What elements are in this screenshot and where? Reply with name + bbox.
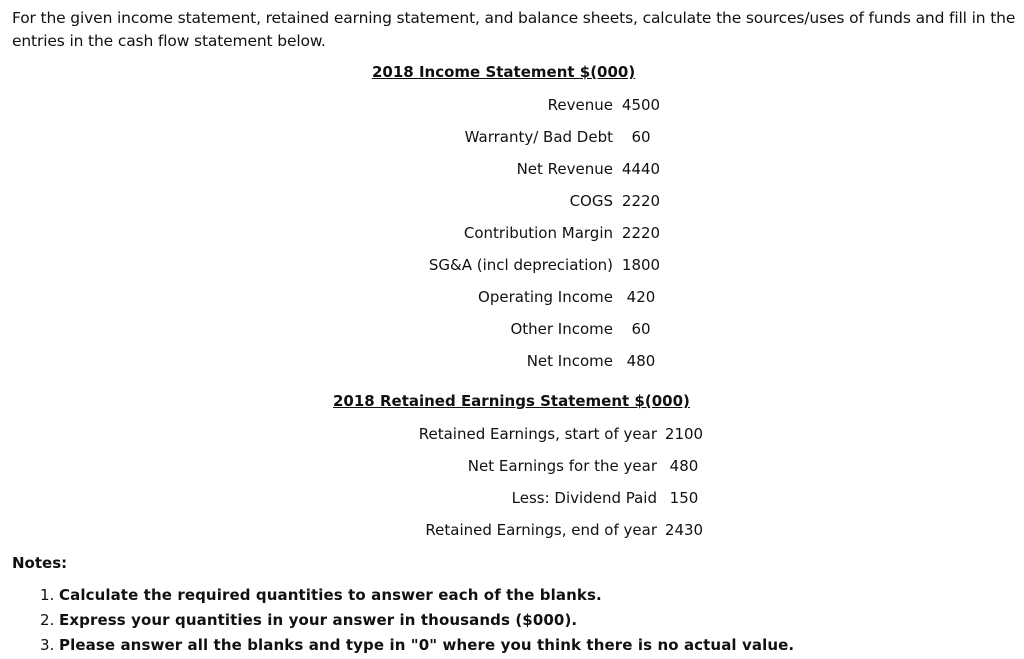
income-row-value: 2220: [621, 192, 661, 210]
income-row-value: 1800: [621, 256, 661, 274]
income-row-value: 2220: [621, 224, 661, 242]
note-text: Calculate the required quantities to answer each of the blanks.: [59, 586, 602, 604]
re-row-value: 150: [669, 489, 699, 507]
notes-heading: Notes:: [12, 554, 68, 572]
income-row-label: Revenue: [547, 96, 613, 114]
income-statement-title: 2018 Income Statement $(000): [372, 63, 636, 81]
income-row-sga: [0, 254, 661, 276]
income-row-operating-income: [0, 286, 656, 308]
income-row-value: 60: [631, 320, 651, 338]
income-row-contribution-margin: [0, 222, 661, 244]
re-row-value: 2430: [664, 521, 704, 539]
income-row-warranty-bad-debt: [0, 126, 651, 148]
income-row-label: Contribution Margin: [463, 224, 613, 242]
income-row-label: COGS: [569, 192, 613, 210]
re-row-label: Retained Earnings, end of year: [425, 521, 657, 539]
note-number: 2.: [40, 611, 55, 629]
income-row-revenue: [0, 94, 661, 116]
re-row-dividend-paid: [0, 487, 699, 509]
note-number: 3.: [40, 636, 55, 654]
income-row-label: Net Revenue: [516, 160, 613, 178]
income-row-label: Other Income: [510, 320, 613, 338]
income-row-value: 4440: [621, 160, 661, 178]
income-row-other-income: [0, 318, 651, 340]
income-row-net-income: [0, 350, 656, 372]
re-row-start-of-year: [0, 423, 704, 445]
re-row-end-of-year: [0, 519, 704, 541]
income-row-label: Warranty/ Bad Debt: [464, 128, 613, 146]
note-item: [40, 609, 794, 634]
re-row-value: 480: [669, 457, 699, 475]
income-row-value: 480: [626, 352, 656, 370]
instructions-text: For the given income statement, retained earning statement, and balance sheets, calculate the sources/uses of funds and fill in the entries in the cash flow statement below.: [12, 9, 1016, 50]
income-row-label: Operating Income: [478, 288, 613, 306]
income-row-value: 60: [631, 128, 651, 146]
income-row-cogs: [0, 190, 661, 212]
retained-earnings-title: 2018 Retained Earnings Statement $(000): [333, 392, 690, 410]
notes-list: [40, 584, 794, 659]
note-number: 1.: [40, 586, 55, 604]
note-item: [40, 634, 794, 659]
re-row-label: Less: Dividend Paid: [511, 489, 657, 507]
income-row-value: 4500: [621, 96, 661, 114]
note-item: [40, 584, 794, 609]
re-row-value: 2100: [664, 425, 704, 443]
income-row-label: Net Income: [526, 352, 613, 370]
income-row-net-revenue: [0, 158, 661, 180]
income-row-value: 420: [626, 288, 656, 306]
note-text: Please answer all the blanks and type in "0" where you think there is no actual value.: [59, 636, 795, 654]
note-text: Express your quantities in your answer in thousands ($000).: [59, 611, 578, 629]
re-row-label: Retained Earnings, start of year: [418, 425, 657, 443]
re-row-label: Net Earnings for the year: [467, 457, 657, 475]
re-row-net-earnings: [0, 455, 699, 477]
income-row-label: SG&A (incl depreciation): [428, 256, 613, 274]
